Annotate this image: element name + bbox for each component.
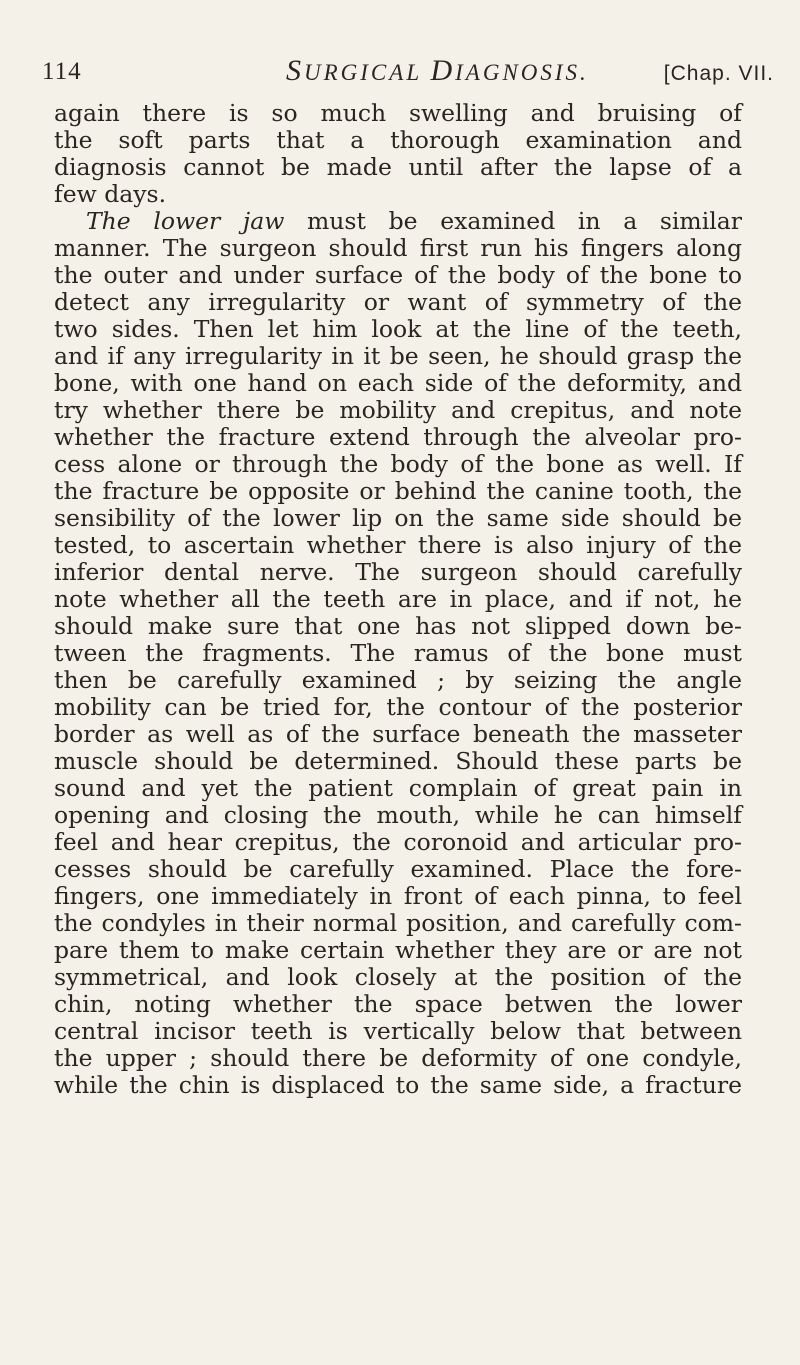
chapter-reference: [Chap. VII. xyxy=(663,62,774,85)
text-line: the outer and under surface of the body of the bone to xyxy=(54,261,742,289)
text-line: the upper ; should there be deformity of one condyle, xyxy=(54,1044,742,1072)
text-line: fingers, one immediately in front of each pinna, to feel xyxy=(54,882,742,910)
lower-jaw-heading: The lower jaw xyxy=(86,207,285,235)
text-line: detect any irregularity or want of symmetry of the xyxy=(54,288,742,316)
text-line-lower-jaw: The lower jaw must be examined in a similar xyxy=(86,207,742,235)
text-line: note whether all the teeth are in place, and if not, he xyxy=(54,585,742,613)
text-line: cesses should be carefully examined. Place the fore- xyxy=(54,855,742,883)
text-line: pare them to make certain whether they are or are not xyxy=(54,936,742,964)
text-line: the condyles in their normal position, and carefully com- xyxy=(54,909,742,937)
text-line: symmetrical, and look closely at the position of the xyxy=(54,963,742,991)
page-header xyxy=(42,54,782,98)
page-number: 114 xyxy=(42,58,82,85)
text-line: again there is so much swelling and bruising of xyxy=(54,99,742,127)
text-line: whether the fracture extend through the alveolar pro- xyxy=(54,423,742,451)
text-line: sound and yet the patient complain of great pain in xyxy=(54,774,742,802)
text-line: the fracture be opposite or behind the canine tooth, the xyxy=(54,477,742,505)
text-line: tween the fragments. The ramus of the bone must xyxy=(54,639,742,667)
text-line: diagnosis cannot be made until after the lapse of a xyxy=(54,153,742,181)
text-line: mobility can be tried for, the contour of the posterior xyxy=(54,693,742,721)
text-line: manner. The surgeon should first run his fingers along xyxy=(54,234,742,262)
text-line: feel and hear crepitus, the coronoid and articular pro- xyxy=(54,828,742,856)
text-line: should make sure that one has not slipped down be- xyxy=(54,612,742,640)
text-line: muscle should be determined. Should these parts be xyxy=(54,747,742,775)
text-line: tested, to ascertain whether there is also injury of the xyxy=(54,531,742,559)
running-title: SURGICAL DIAGNOSIS. xyxy=(286,54,589,87)
text-line: two sides. Then let him look at the line of the teeth, xyxy=(54,315,742,343)
text-line: central incisor teeth is vertically below that between xyxy=(54,1017,742,1045)
text-line: try whether there be mobility and crepitus, and note xyxy=(54,396,742,424)
text-line: chin, noting whether the space betwen the lower xyxy=(54,990,742,1018)
text-line: border as well as of the surface beneath the masseter xyxy=(54,720,742,748)
text-line: inferior dental nerve. The surgeon should carefully xyxy=(54,558,742,586)
text-line: sensibility of the lower lip on the same side should be xyxy=(54,504,742,532)
text-line: cess alone or through the body of the bone as well. If xyxy=(54,450,742,478)
text-line: the soft parts that a thorough examination and xyxy=(54,126,742,154)
text-line: then be carefully examined ; by seizing the angle xyxy=(54,666,742,694)
body-text xyxy=(54,100,742,1099)
text-line: few days. xyxy=(54,180,167,208)
text-line: while the chin is displaced to the same side, a fracture xyxy=(54,1071,742,1099)
text-line: opening and closing the mouth, while he can himself xyxy=(54,801,742,829)
text-line: and if any irregularity in it be seen, he should grasp the xyxy=(54,342,742,370)
text-line: bone, with one hand on each side of the deformity, and xyxy=(54,369,742,397)
